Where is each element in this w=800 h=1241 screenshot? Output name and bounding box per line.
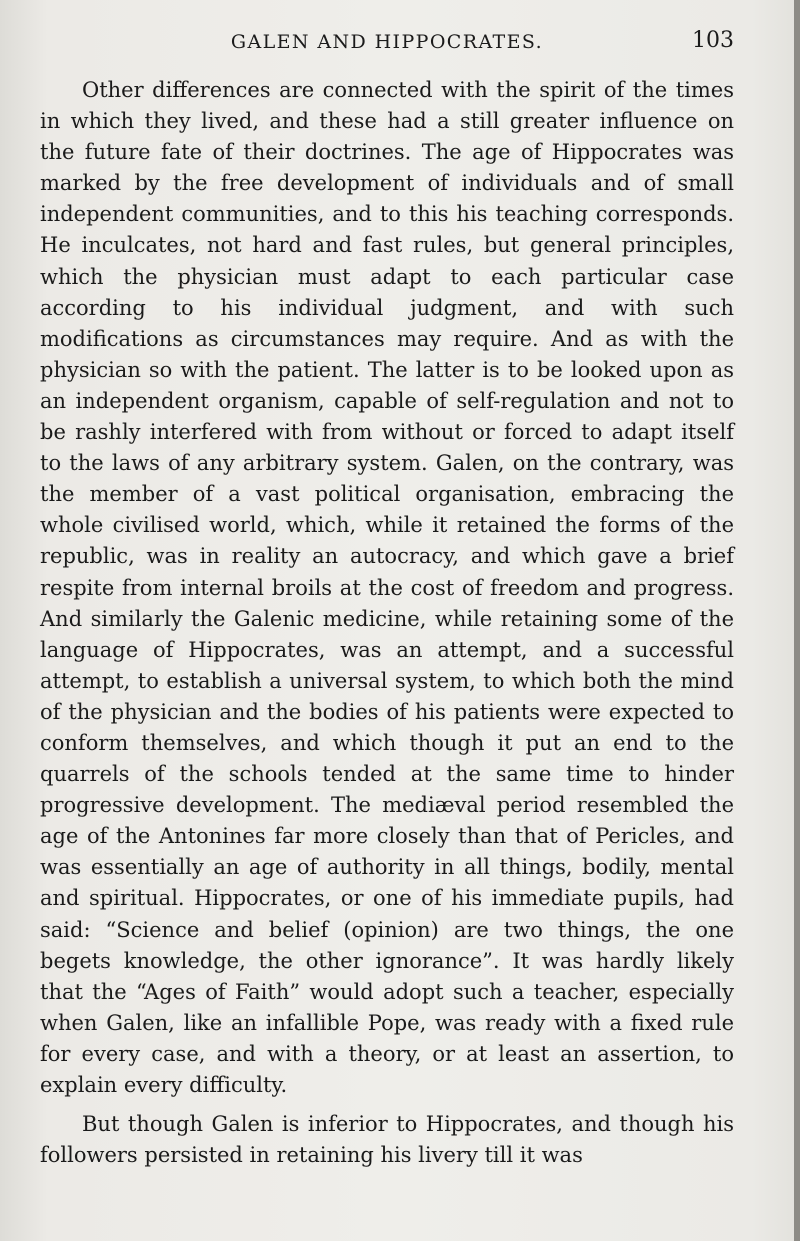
running-title: GALEN AND HIPPOCRATES. bbox=[230, 31, 544, 53]
running-head bbox=[40, 28, 734, 60]
page-number: 103 bbox=[692, 28, 734, 53]
paragraph: Other differences are connected with the spirit of the times in which they lived, and these had a still greater influence on the future fate of their doctrines. The age of Hippocrates was marked by the free development of individuals and of small independent communities, and to this his teaching corresponds. He inculcates, not hard and fast rules, but general principles, which the physician must adapt to each particular case according to his individual judgment, and with such modifications as circumstances may require. And as with the physician so with the patient. The latter is to be looked upon as an independent organism, capable of self-regulation and not to be rashly interfered with from without or forced to adapt itself to the laws of any arbitrary system. Galen, on the contrary, was the member of a vast political organisation, embracing the whole civilised world, which, while it retained the forms of the republic, was in reality an autocracy, and which gave a brief respite from internal broils at the cost of freedom and progress. And similarly the Galenic medicine, while retaining some of the language of Hippocrates, was an attempt, and a successful attempt, to establish a universal system, to which both the mind of the physician and the bodies of his patients were expected to conform themselves, and which though it put an end to the quarrels of the schools tended at the same time to hinder progressive development. The mediæval period resembled the age of the Antonines far more closely than that of Pericles, and was essentially an age of authority in all things, bodily, mental and spiritual. Hippocrates, or one of his immediate pupils, had said: “Science and belief (opinion) are two things, the one begets knowledge, the other ignorance”. It was hardly likely that the “Ages of Faith” would adopt such a teacher, especially when Galen, like an infallible Pope, was ready with a fixed rule for every case, and with a theory, or at least an assertion, to explain every difficulty. bbox=[40, 78, 734, 1097]
page-edge-shadow bbox=[794, 0, 800, 1241]
body-text bbox=[40, 75, 734, 1171]
paragraph: But though Galen is inferior to Hippocrates, and though his followers persisted in retaining his livery till it was bbox=[40, 1112, 734, 1168]
